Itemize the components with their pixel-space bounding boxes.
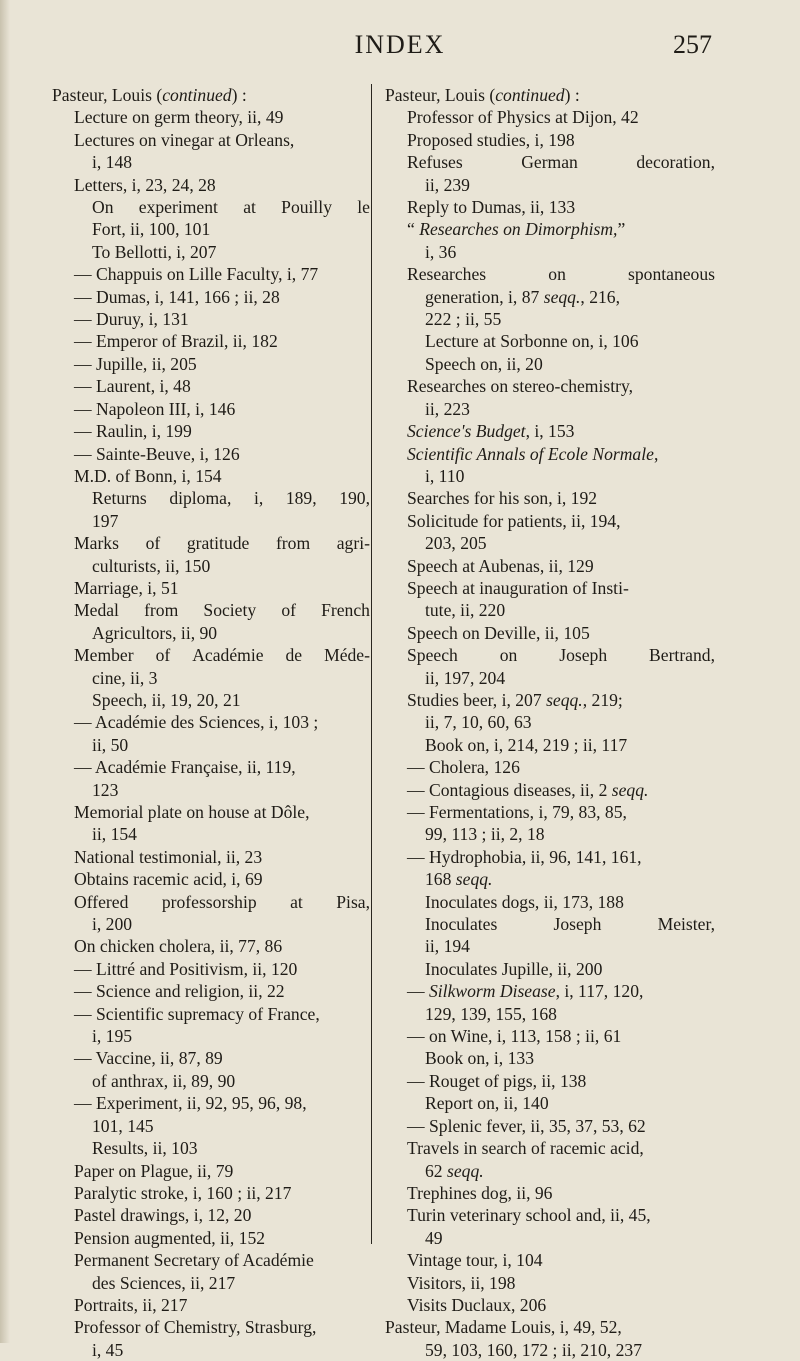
index-entry-text: diploma, — [169, 488, 232, 509]
index-entry-text: ii, 194 — [425, 936, 470, 957]
index-entry-text: experiment — [138, 197, 218, 218]
index-entry-text: 189, — [285, 488, 317, 509]
index-entry-text: , i, 153 — [525, 421, 575, 442]
page-header — [0, 30, 800, 60]
index-entry-line — [385, 599, 715, 621]
index-entry-line — [385, 1204, 715, 1226]
index-entry-text: — Napoleon III, i, 146 — [74, 398, 236, 419]
index-entry-text: Inoculates dogs, ii, 173, 188 — [425, 891, 624, 912]
index-entry-line — [52, 555, 370, 577]
index-entry-line — [52, 465, 370, 487]
index-entry-text: i, 110 — [425, 465, 465, 486]
index-entry-text: Fort, ii, 100, 101 — [92, 219, 211, 240]
index-entry-text: Pisa, — [336, 891, 370, 912]
index-entry-text: Letters, i, 23, 24, 28 — [74, 174, 216, 195]
index-entry-line — [52, 218, 370, 240]
index-entry-text: Memorial plate on house at Dôle, — [74, 802, 310, 822]
index-entry-text: — Cholera, 126 — [407, 757, 520, 778]
index-entry-text: Returns — [92, 488, 147, 509]
index-entry-line — [52, 84, 370, 106]
index-entry-text: Pasteur, Louis ( — [52, 85, 163, 105]
index-entry-line — [52, 868, 370, 890]
index-entry-line — [52, 1047, 370, 1069]
index-entry-line — [385, 689, 715, 711]
index-entry-text: 203, 205 — [425, 533, 487, 554]
index-entry-line — [52, 1160, 370, 1182]
index-entry-line — [52, 577, 370, 599]
index-entry-text: Inoculates Jupille, ii, 200 — [425, 958, 603, 979]
index-entry-text: — Littré and Positivism, ii, 120 — [74, 958, 298, 979]
index-entry-line — [385, 913, 715, 935]
index-entry-text: 99, 113 ; ii, 2, 18 — [425, 824, 545, 845]
index-entry-text: — Académie des Sciences, i, 103 ; — [74, 712, 319, 733]
index-entry-line — [52, 420, 370, 442]
index-entry-line — [385, 958, 715, 980]
index-entry-text: , 219; — [582, 689, 623, 710]
index-entry-line — [385, 218, 715, 240]
index-entry-text: culturists, ii, 150 — [92, 555, 211, 576]
index-entry-text: To Bellotti, i, 207 — [92, 241, 217, 262]
index-entry-italic-text: Science's Budget — [407, 421, 526, 442]
index-entry-text: Méde- — [324, 645, 370, 666]
index-entry-text: Professor of Chemistry, Strasburg, — [74, 1317, 317, 1338]
index-entry-text: Solicitude for patients, ii, 194, — [407, 510, 621, 531]
index-entry-text: at — [243, 197, 256, 218]
index-entry-text: — Scientific supremacy of France, — [74, 1003, 320, 1024]
index-entry-line — [52, 106, 370, 128]
index-entry-text: i, 148 — [92, 152, 133, 173]
index-entry-text: at — [290, 891, 303, 912]
index-entry-text: Pouilly — [281, 197, 332, 218]
index-entry-line — [385, 420, 715, 442]
index-entry-italic-text: seqq. — [611, 779, 649, 800]
index-entry-text: ii, 7, 10, 60, 63 — [425, 712, 532, 733]
index-entry-text: Travels in search of racemic acid, — [407, 1138, 644, 1159]
index-entry-line — [385, 1137, 715, 1159]
index-entry-text: — — [407, 981, 429, 1002]
index-entry-text: agri- — [336, 533, 370, 554]
index-entry-text: Joseph — [559, 645, 608, 666]
index-entry-line — [385, 756, 715, 778]
index-entry-text: Professor of Physics at Dijon, 42 — [407, 107, 639, 128]
index-entry-text: Book on, i, 214, 219 ; ii, 117 — [425, 734, 628, 755]
index-entry-line — [385, 1316, 715, 1338]
index-entry-text: Permanent Secretary of Académie — [74, 1250, 314, 1271]
index-entry-text: Speech at inauguration of Insti- — [407, 577, 629, 598]
index-entry-line — [52, 622, 370, 644]
index-entry-line — [385, 1025, 715, 1047]
index-entry-line — [385, 711, 715, 733]
index-entry-line — [52, 308, 370, 330]
index-entry-line — [52, 756, 370, 778]
index-entry-text: — Experiment, ii, 92, 95, 96, 98, — [74, 1093, 307, 1114]
index-entry-line — [52, 644, 370, 666]
index-entry-text: Trephines dog, ii, 96 — [407, 1182, 553, 1203]
index-entry-line — [52, 487, 370, 509]
index-entry-text: Lecture on germ theory, ii, 49 — [74, 107, 284, 128]
index-entry-text: Searches for his son, i, 192 — [407, 488, 598, 509]
index-entry-line — [385, 1339, 715, 1361]
index-entry-line — [385, 263, 715, 285]
index-entry-text: 49 — [425, 1227, 443, 1248]
index-entry-text: — Sainte-Beuve, i, 126 — [74, 443, 240, 464]
index-entry-line — [52, 241, 370, 263]
index-entry-line — [385, 106, 715, 128]
index-entry-text: le — [357, 197, 370, 218]
index-entry-text: Speech, ii, 19, 20, 21 — [92, 689, 241, 710]
index-entry-line — [52, 891, 370, 913]
index-entry-line — [52, 1316, 370, 1338]
index-entry-italic-text: continued — [495, 85, 565, 105]
index-entry-text: Lecture at Sorbonne on, i, 106 — [425, 331, 639, 352]
index-entry-line — [385, 555, 715, 577]
index-entry-text: 62 — [425, 1160, 447, 1181]
index-entry-text: Bertrand, — [649, 645, 715, 666]
page-binding-shadow — [0, 0, 10, 1343]
index-entry-line — [52, 935, 370, 957]
index-entry-text: Results, ii, 103 — [92, 1138, 198, 1159]
index-entry-text: Researches — [407, 264, 487, 285]
index-entry-text: Speech — [407, 645, 458, 666]
index-entry-line — [52, 1294, 370, 1316]
index-entry-text: Speech on Deville, ii, 105 — [407, 622, 590, 643]
index-entry-text: from — [275, 533, 311, 554]
index-entry-text: 101, 145 — [92, 1115, 154, 1136]
index-entry-text: — on Wine, i, 113, 158 ; ii, 61 — [407, 1026, 622, 1047]
column-divider — [371, 84, 372, 1244]
index-entry-text: 123 — [92, 779, 119, 800]
index-entry-line — [385, 1047, 715, 1069]
index-entry-line — [385, 667, 715, 689]
index-entry-text: on — [499, 645, 518, 666]
index-entry-line — [52, 801, 370, 823]
page-number: 257 — [673, 30, 712, 59]
index-entry-line — [385, 330, 715, 352]
index-entry-text: Meister, — [657, 914, 715, 935]
index-entry-text: Portraits, ii, 217 — [74, 1294, 188, 1315]
index-entry-text: Society — [203, 600, 257, 621]
index-entry-text: 197 — [92, 510, 119, 531]
index-entry-line — [385, 353, 715, 375]
index-entry-text: Inoculates — [425, 914, 498, 935]
index-entry-text: 168 — [425, 869, 456, 890]
index-entry-italic-text: seqq. — [546, 689, 583, 710]
index-entry-line — [52, 667, 370, 689]
index-entry-text: — Dumas, i, 141, 166 ; ii, 28 — [74, 286, 280, 307]
index-entry-text: Marks — [74, 533, 119, 554]
index-entry-line — [385, 868, 715, 890]
index-entry-line — [385, 734, 715, 756]
index-entry-line — [385, 1272, 715, 1294]
index-entry-italic-text: seqq. — [543, 286, 581, 307]
index-entry-text: ii, 50 — [92, 734, 129, 755]
index-entry-line — [52, 1070, 370, 1092]
index-entry-line — [52, 846, 370, 868]
index-entry-text: Member — [74, 645, 134, 666]
index-entry-text: on — [548, 264, 566, 285]
index-entry-line — [385, 532, 715, 554]
index-entry-line — [52, 913, 370, 935]
index-entry-line — [52, 1003, 370, 1025]
index-entry-text: Refuses — [407, 152, 463, 173]
index-entry-line — [52, 689, 370, 711]
index-entry-text: Researches on stereo-chemistry, — [407, 376, 634, 397]
index-entry-line — [52, 1227, 370, 1249]
index-entry-text: — Splenic fever, ii, 35, 37, 53, 62 — [407, 1115, 646, 1136]
index-entry-text: Pasteur, Madame Louis, i, 49, 52, — [385, 1317, 622, 1338]
page-title: INDEX — [354, 30, 446, 59]
index-entry-text: Speech on, ii, 20 — [425, 353, 543, 374]
index-entry-line — [52, 980, 370, 1002]
index-entry-line — [385, 577, 715, 599]
index-entry-text: Vintage tour, i, 104 — [407, 1250, 543, 1271]
index-entry-text: On chicken cholera, ii, 77, 86 — [74, 936, 283, 957]
index-entry-line — [385, 465, 715, 487]
index-entry-line — [52, 174, 370, 196]
index-entry-text: 129, 139, 155, 168 — [425, 1003, 557, 1024]
index-entry-text: — Duruy, i, 131 — [74, 309, 189, 330]
index-entry-line — [385, 1294, 715, 1316]
index-entry-text: — Laurent, i, 48 — [74, 376, 191, 397]
index-entry-line — [52, 1272, 370, 1294]
index-entry-text: Reply to Dumas, ii, 133 — [407, 197, 576, 218]
index-entry-text: 190, — [339, 488, 370, 509]
index-entry-line — [52, 286, 370, 308]
index-entry-line — [52, 711, 370, 733]
index-entry-text: — Vaccine, ii, 87, 89 — [74, 1048, 223, 1069]
index-entry-line — [385, 823, 715, 845]
index-entry-italic-text: Scientific Annals of Ecole Normale — [407, 443, 654, 464]
index-entry-text: French — [321, 600, 370, 621]
index-entry-text: ii, 239 — [425, 174, 470, 195]
index-entry-line — [52, 599, 370, 621]
index-entry-line — [385, 935, 715, 957]
index-entry-text: , — [653, 443, 659, 464]
index-entry-text: , 216, — [580, 286, 620, 307]
index-entry-text: de — [285, 645, 303, 666]
index-entry-line — [52, 958, 370, 980]
index-entry-text: Paper on Plague, ii, 79 — [74, 1160, 234, 1181]
index-entry-line — [52, 823, 370, 845]
index-entry-line — [52, 443, 370, 465]
index-entry-line — [52, 1182, 370, 1204]
index-entry-text: On — [92, 197, 114, 218]
index-entry-text: of — [155, 645, 171, 666]
index-entry-text: i, 45 — [92, 1339, 124, 1360]
index-entry-line — [385, 487, 715, 509]
index-entry-line — [385, 801, 715, 823]
index-entry-line — [385, 622, 715, 644]
index-entry-text: ii, 197, 204 — [425, 667, 506, 688]
index-entry-line — [52, 1204, 370, 1226]
index-entry-text: Pasteur, Louis ( — [385, 85, 496, 105]
index-entry-line — [52, 532, 370, 554]
index-entry-text: National testimonial, ii, 23 — [74, 846, 263, 867]
index-entry-text: i, 195 — [92, 1026, 133, 1047]
index-entry-text: of — [281, 600, 296, 621]
index-entry-text: Académie — [192, 645, 264, 666]
index-entry-text: ) : — [231, 85, 247, 105]
index-entry-line — [52, 196, 370, 218]
index-entry-line — [52, 1115, 370, 1137]
index-entry-italic-text: continued — [162, 85, 232, 105]
index-entry-line — [385, 84, 715, 106]
index-entry-text: Studies beer, i, 207 — [407, 689, 547, 710]
index-entry-text: — Science and religion, ii, 22 — [74, 981, 285, 1002]
index-entry-line — [52, 375, 370, 397]
index-entry-line — [52, 734, 370, 756]
index-entry-text: cine, ii, 3 — [92, 667, 158, 688]
index-entry-text: Visits Duclaux, 206 — [407, 1294, 547, 1315]
index-entry-line — [385, 308, 715, 330]
index-entry-text: Book on, i, 133 — [425, 1048, 534, 1069]
index-entry-text: Joseph — [553, 914, 602, 935]
index-entry-text: Pension augmented, ii, 152 — [74, 1227, 266, 1248]
index-entry-line — [52, 1025, 370, 1047]
index-entry-line — [52, 151, 370, 173]
index-entry-text: , i, 117, 120, — [555, 981, 644, 1002]
index-entry-text: — Chappuis on Lille Faculty, i, 77 — [74, 264, 319, 285]
index-entry-text: — Contagious diseases, ii, 2 — [407, 779, 612, 800]
index-entry-text: “ — [407, 219, 420, 240]
index-entry-line — [385, 151, 715, 173]
index-entry-text: i, 200 — [92, 914, 133, 935]
index-column-left — [52, 84, 370, 1361]
index-entry-text: from — [144, 600, 179, 621]
index-entry-text: 222 ; ii, 55 — [425, 309, 502, 330]
index-entry-text: Turin veterinary school and, ii, 45, — [407, 1205, 651, 1226]
index-entry-italic-text: Researches on Dimorphism, — [419, 219, 618, 240]
index-entry-text: des Sciences, ii, 217 — [92, 1272, 236, 1293]
index-entry-line — [52, 353, 370, 375]
index-entry-text: Speech at Aubenas, ii, 129 — [407, 555, 594, 576]
index-entry-text: Offered — [74, 891, 129, 912]
index-entry-line — [385, 779, 715, 801]
index-entry-italic-text: Silkworm Disease — [429, 981, 556, 1002]
index-entry-text: Pastel drawings, i, 12, 20 — [74, 1205, 252, 1226]
index-entry-text: Medal — [74, 600, 119, 621]
index-entry-text: ii, 223 — [425, 398, 470, 419]
index-entry-text: — Hydrophobia, ii, 96, 141, 161, — [407, 846, 642, 867]
index-entry-line — [52, 398, 370, 420]
index-entry-line — [385, 174, 715, 196]
index-entry-text: tute, ii, 220 — [425, 600, 506, 621]
index-entry-text: Visitors, ii, 198 — [407, 1272, 516, 1293]
index-entry-text: Lectures on vinegar at Orleans, — [74, 129, 295, 150]
index-entry-text: ” — [617, 219, 626, 240]
index-entry-line — [385, 1115, 715, 1137]
index-entry-text: — Jupille, ii, 205 — [74, 353, 197, 374]
index-entry-line — [52, 1249, 370, 1271]
index-entry-text: — Raulin, i, 199 — [74, 421, 192, 442]
index-entry-text: M.D. of Bonn, i, 154 — [74, 465, 222, 486]
index-entry-line — [52, 510, 370, 532]
index-entry-line — [385, 443, 715, 465]
index-entry-line — [52, 330, 370, 352]
index-entry-line — [385, 980, 715, 1002]
index-entry-text: 59, 103, 160, 172 ; ii, 210, 237 — [425, 1339, 642, 1360]
index-entry-text: i, — [253, 488, 264, 509]
index-entry-text: — Rouget of pigs, ii, 138 — [407, 1070, 587, 1091]
index-entry-line — [52, 1092, 370, 1114]
index-entry-line — [385, 1249, 715, 1271]
index-entry-line — [385, 1003, 715, 1025]
index-entry-line — [52, 779, 370, 801]
index-entry-text: Proposed studies, i, 198 — [407, 129, 575, 150]
index-entry-text: — Académie Française, ii, 119, — [74, 757, 296, 778]
index-entry-text: i, 36 — [425, 241, 457, 262]
index-entry-line — [385, 891, 715, 913]
index-entry-text: gratitude — [186, 533, 250, 554]
index-entry-line — [52, 1137, 370, 1159]
index-entry-line — [385, 510, 715, 532]
index-entry-line — [385, 644, 715, 666]
index-entry-line — [385, 398, 715, 420]
index-entry-text: German — [521, 152, 578, 173]
index-entry-text: Marriage, i, 51 — [74, 577, 179, 598]
index-entry-text: — Emperor of Brazil, ii, 182 — [74, 331, 278, 352]
index-entry-text: generation, i, 87 — [425, 286, 544, 307]
index-entry-line — [385, 375, 715, 397]
index-entry-text: Report on, ii, 140 — [425, 1093, 549, 1114]
index-entry-line — [52, 263, 370, 285]
index-entry-line — [52, 129, 370, 151]
index-entry-text: ) : — [564, 85, 580, 105]
index-entry-line — [385, 1227, 715, 1249]
index-entry-italic-text: seqq. — [447, 1160, 484, 1181]
index-entry-text: ii, 154 — [92, 824, 137, 845]
index-entry-line — [52, 1339, 370, 1361]
index-entry-text: decoration, — [636, 152, 715, 173]
index-entry-text: of anthrax, ii, 89, 90 — [92, 1070, 236, 1091]
index-entry-line — [385, 846, 715, 868]
index-entry-line — [385, 1092, 715, 1114]
index-entry-text: professorship — [161, 891, 257, 912]
index-entry-text: — Fermentations, i, 79, 83, 85, — [407, 802, 627, 822]
index-entry-line — [385, 129, 715, 151]
index-entry-line — [385, 196, 715, 218]
index-entry-line — [385, 286, 715, 308]
index-entry-text: spontaneous — [628, 264, 715, 285]
index-column-right — [385, 84, 715, 1361]
index-entry-text: Paralytic stroke, i, 160 ; ii, 217 — [74, 1182, 292, 1203]
index-entry-line — [385, 1160, 715, 1182]
index-entry-text: of — [145, 533, 161, 554]
index-entry-italic-text: seqq. — [455, 869, 493, 890]
index-entry-line — [385, 241, 715, 263]
index-entry-line — [385, 1070, 715, 1092]
index-entry-line — [385, 1182, 715, 1204]
index-entry-text: Agricultors, ii, 90 — [92, 622, 218, 643]
index-entry-text: Obtains racemic acid, i, 69 — [74, 869, 263, 890]
